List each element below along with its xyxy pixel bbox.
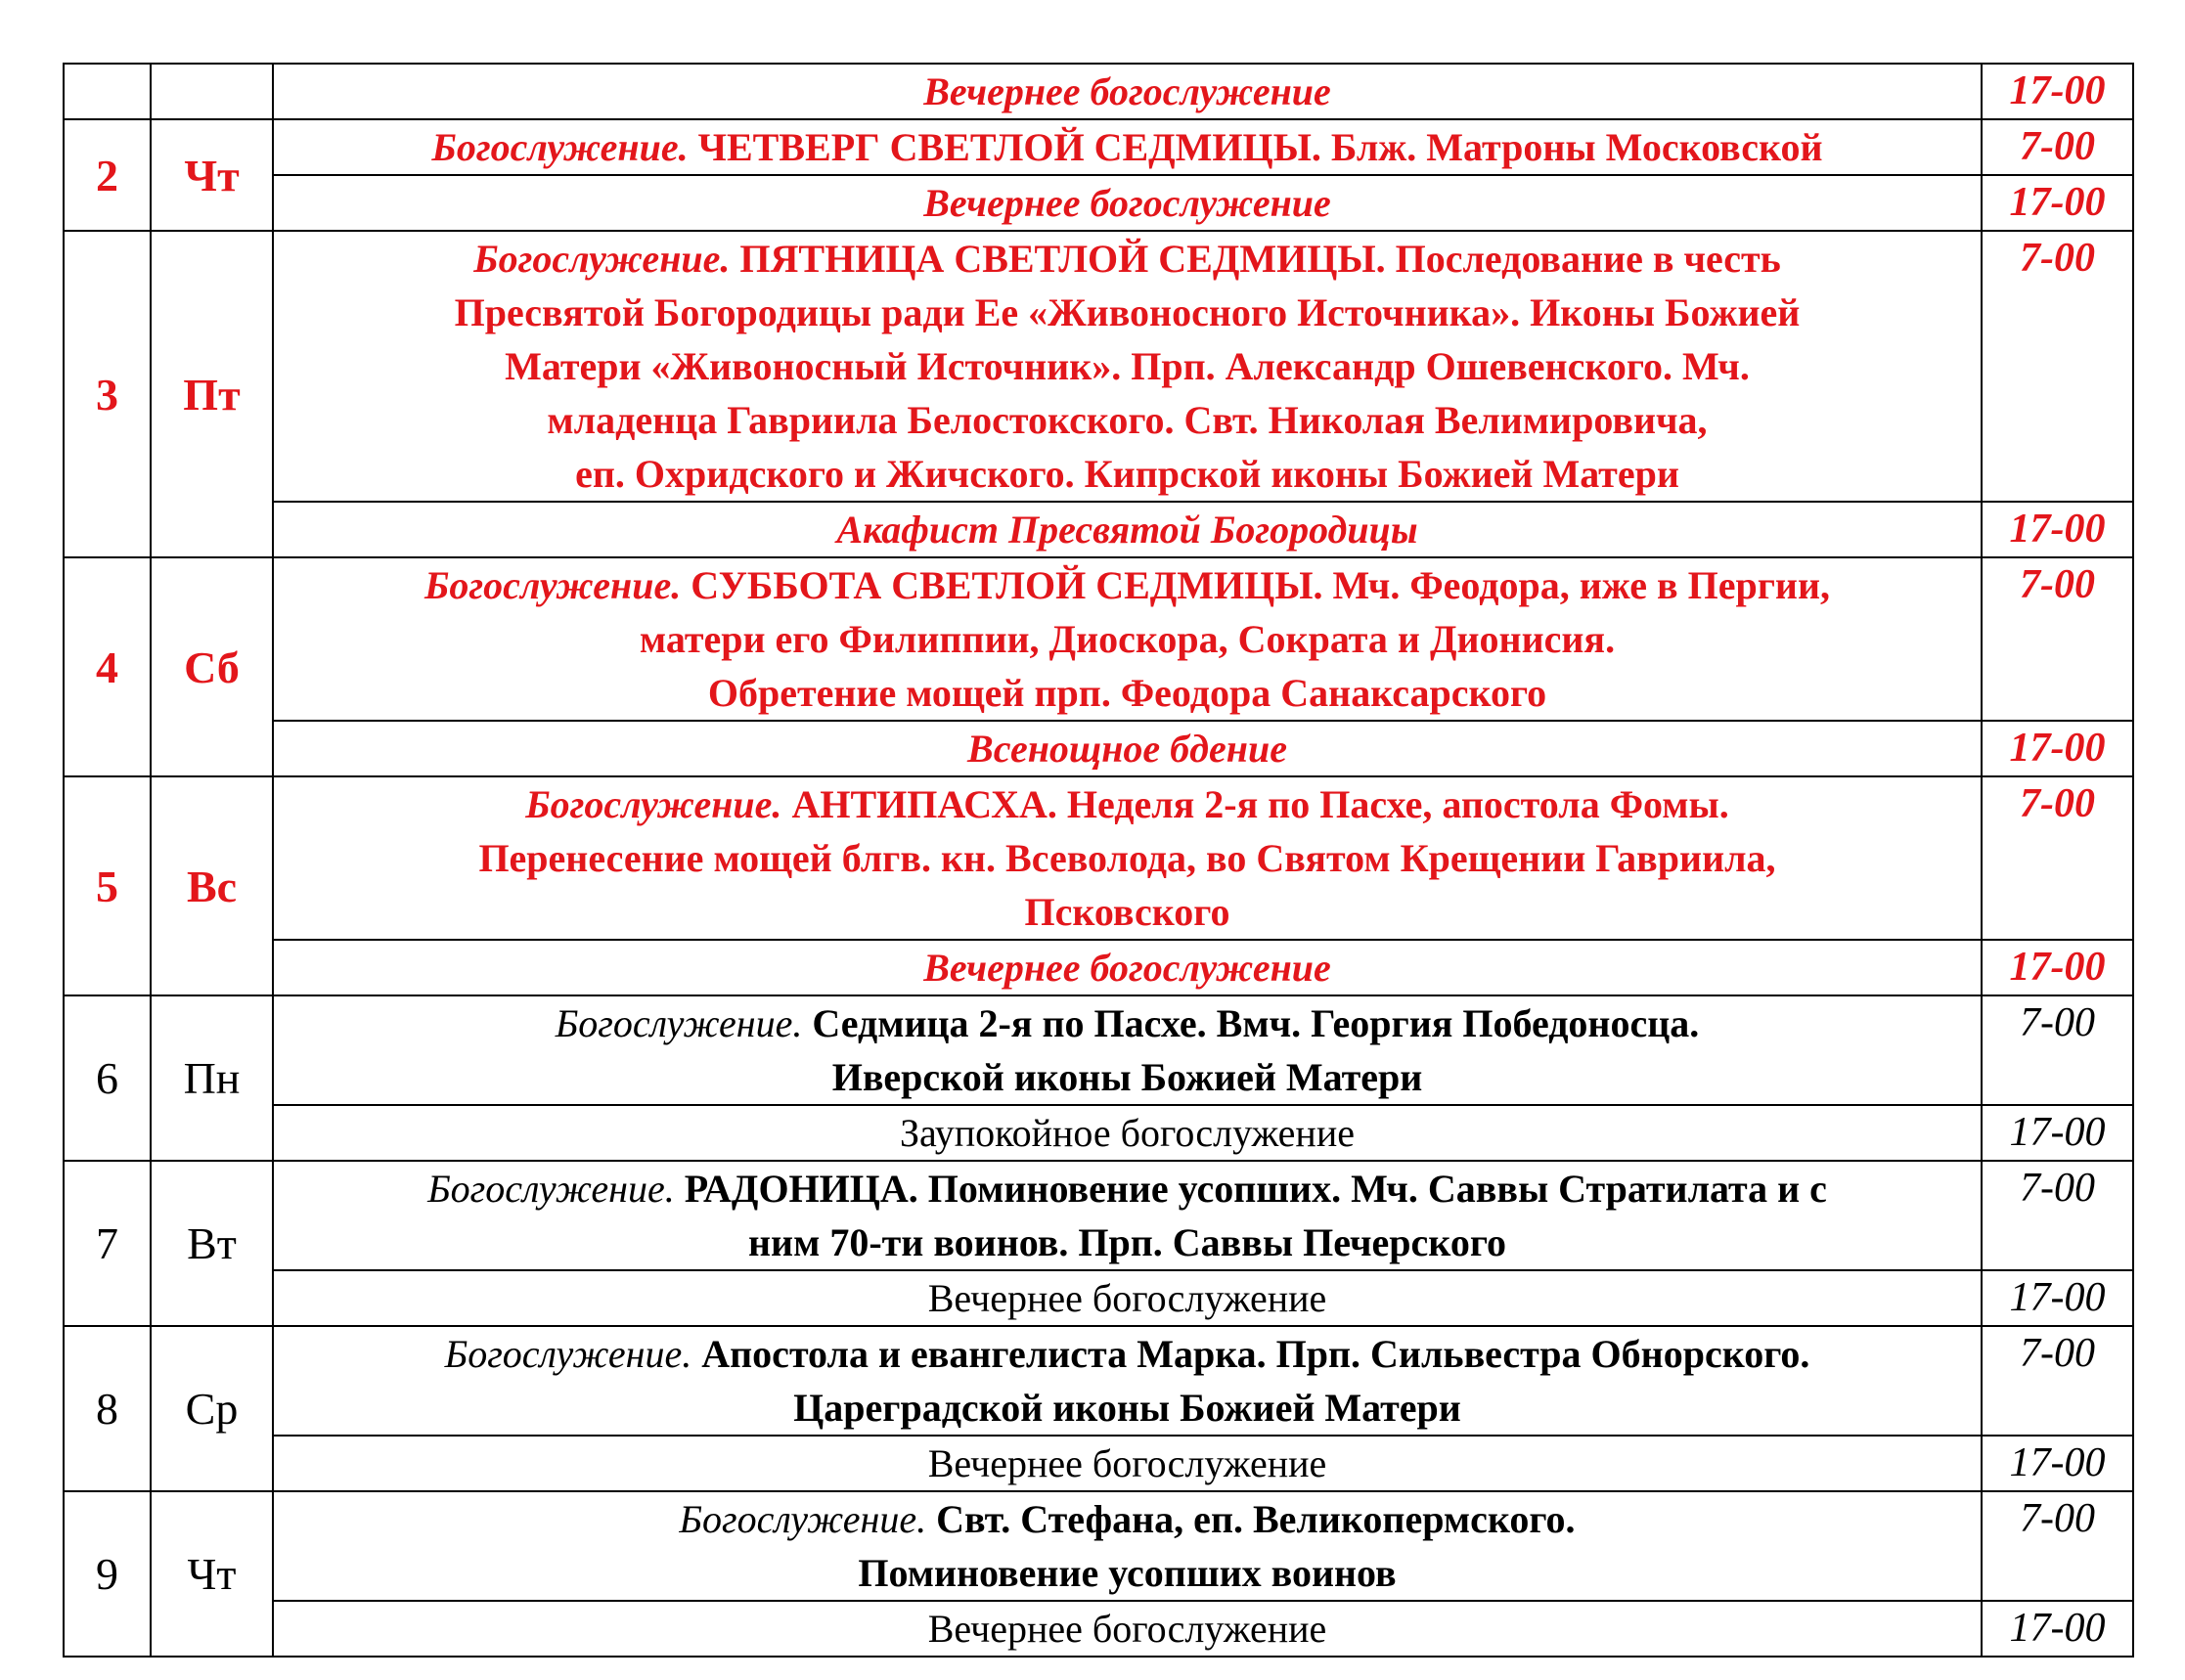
service-description [273, 557, 1982, 721]
service-time: 7-00 [1982, 776, 2133, 940]
service-time: 7-00 [1982, 995, 2133, 1105]
service-label: Богослужение. [444, 1332, 692, 1376]
weekday: Вс [151, 776, 273, 995]
service-time: 17-00 [1982, 1436, 2133, 1491]
service-label: Богослужение. [679, 1497, 927, 1541]
day-number: 5 [64, 776, 151, 995]
service-description [273, 1491, 1982, 1601]
service-line: Иверской иконы Божией Матери [831, 1055, 1423, 1099]
table-row [64, 1436, 2133, 1491]
service-line: Матери «Живоносный Источник». Прп. Александр Ошевенского. Мч. [505, 344, 1750, 388]
table-row [64, 231, 2133, 502]
service-line: Богослужение. РАДОНИЦА. Поминовение усопших. Мч. Саввы Стратилата и с [427, 1167, 1827, 1211]
service-line: еп. Охридского и Жичского. Кипрской иконы Божией Матери [575, 452, 1679, 496]
service-time: 17-00 [1982, 1601, 2133, 1657]
service-line: Перенесение мощей блгв. кн. Всеволода, во Святом Крещении Гавриила, [478, 836, 1776, 880]
table-row [64, 502, 2133, 557]
service-description [273, 776, 1982, 940]
service-line: Богослужение. АНТИПАСХА. Неделя 2-я по Пасхе, апостола Фомы. [525, 782, 1729, 826]
service-time: 17-00 [1982, 175, 2133, 231]
service-name: Вечернее богослужение [273, 1436, 1982, 1491]
service-time: 17-00 [1982, 721, 2133, 776]
service-time: 7-00 [1982, 1161, 2133, 1270]
day-number: 2 [64, 119, 151, 231]
service-name: Акафист Пресвятой Богородицы [273, 502, 1982, 557]
table-row [64, 995, 2133, 1105]
service-time: 7-00 [1982, 557, 2133, 721]
table-row [64, 64, 2133, 119]
day-number: 9 [64, 1491, 151, 1657]
weekday: Пт [151, 231, 273, 557]
service-line: Цареградской иконы Божией Матери [793, 1386, 1461, 1430]
service-name: Вечернее богослужение [273, 175, 1982, 231]
service-label: Богослужение. [427, 1167, 675, 1211]
table-row [64, 1601, 2133, 1657]
schedule-page [63, 63, 2132, 1658]
weekday: Пн [151, 995, 273, 1161]
service-time: 17-00 [1982, 64, 2133, 119]
service-name: Вечернее богослужение [273, 940, 1982, 995]
table-row [64, 557, 2133, 721]
service-description [273, 995, 1982, 1105]
service-schedule-table [63, 63, 2134, 1658]
weekday: Чт [151, 1491, 273, 1657]
service-line: Поминовение усопших воинов [858, 1551, 1397, 1595]
service-time: 17-00 [1982, 1270, 2133, 1326]
weekday: Вт [151, 1161, 273, 1326]
table-row [64, 721, 2133, 776]
service-name: Вечернее богослужение [273, 1601, 1982, 1657]
weekday: Ср [151, 1326, 273, 1491]
weekday-cell [151, 64, 273, 119]
service-description [273, 231, 1982, 502]
service-line: Пресвятой Богородицы ради Ее «Живоносного Источника». Иконы Божией [454, 290, 1801, 334]
table-row [64, 1491, 2133, 1601]
weekday: Сб [151, 557, 273, 776]
service-name: Вечернее богослужение [273, 64, 1982, 119]
service-description [273, 119, 1982, 175]
table-row [64, 1326, 2133, 1436]
service-label: Богослужение. [431, 125, 689, 169]
service-label: Богослужение. [424, 563, 682, 607]
service-time: 7-00 [1982, 1491, 2133, 1601]
table-row [64, 940, 2133, 995]
service-description [273, 1326, 1982, 1436]
table-row [64, 1105, 2133, 1161]
service-line: матери его Филиппии, Диоскора, Сократа и Дионисия. [639, 617, 1616, 661]
service-time: 17-00 [1982, 502, 2133, 557]
table-row [64, 1270, 2133, 1326]
day-number-cell [64, 64, 151, 119]
service-time: 17-00 [1982, 940, 2133, 995]
service-label: Богослужение. [555, 1001, 803, 1045]
day-number: 4 [64, 557, 151, 776]
service-time: 17-00 [1982, 1105, 2133, 1161]
service-description [273, 1161, 1982, 1270]
day-number: 8 [64, 1326, 151, 1491]
service-label: Богослужение. [473, 237, 731, 281]
service-time: 7-00 [1982, 231, 2133, 502]
service-line: Богослужение. Апостола и евангелиста Марка. Прп. Сильвестра Обнорского. [444, 1332, 1810, 1376]
service-name: Всенощное бдение [273, 721, 1982, 776]
table-row [64, 175, 2133, 231]
day-number: 3 [64, 231, 151, 557]
table-row [64, 1161, 2133, 1270]
service-label: Богослужение. [525, 782, 782, 826]
service-line: ним 70-ти воинов. Прп. Саввы Печерского [748, 1220, 1506, 1264]
weekday: Чт [151, 119, 273, 231]
service-time: 7-00 [1982, 119, 2133, 175]
service-name: Заупокойное богослужение [273, 1105, 1982, 1161]
day-number: 6 [64, 995, 151, 1161]
day-number: 7 [64, 1161, 151, 1326]
service-line: младенца Гавриила Белостокского. Свт. Николая Велимировича, [547, 398, 1708, 442]
service-title: ЧЕТВЕРГ СВЕТЛОЙ СЕДМИЦЫ. Блж. Матроны Московской [697, 125, 1823, 169]
table-row [64, 776, 2133, 940]
service-line: Псковского [1024, 890, 1230, 934]
service-line: Богослужение. Свт. Стефана, еп. Великопермского. [679, 1497, 1576, 1541]
table-row [64, 119, 2133, 175]
service-line: Богослужение. СУББОТА СВЕТЛОЙ СЕДМИЦЫ. Мч. Феодора, иже в Пергии, [424, 563, 1831, 607]
service-time: 7-00 [1982, 1326, 2133, 1436]
service-line: Богослужение. Седмица 2-я по Пасхе. Вмч. Георгия Победоносца. [555, 1001, 1700, 1045]
service-line: Обретение мощей прп. Феодора Санаксарского [707, 671, 1547, 715]
service-name: Вечернее богослужение [273, 1270, 1982, 1326]
service-line: Богослужение. ПЯТНИЦА СВЕТЛОЙ СЕДМИЦЫ. Последование в честь [473, 237, 1781, 281]
